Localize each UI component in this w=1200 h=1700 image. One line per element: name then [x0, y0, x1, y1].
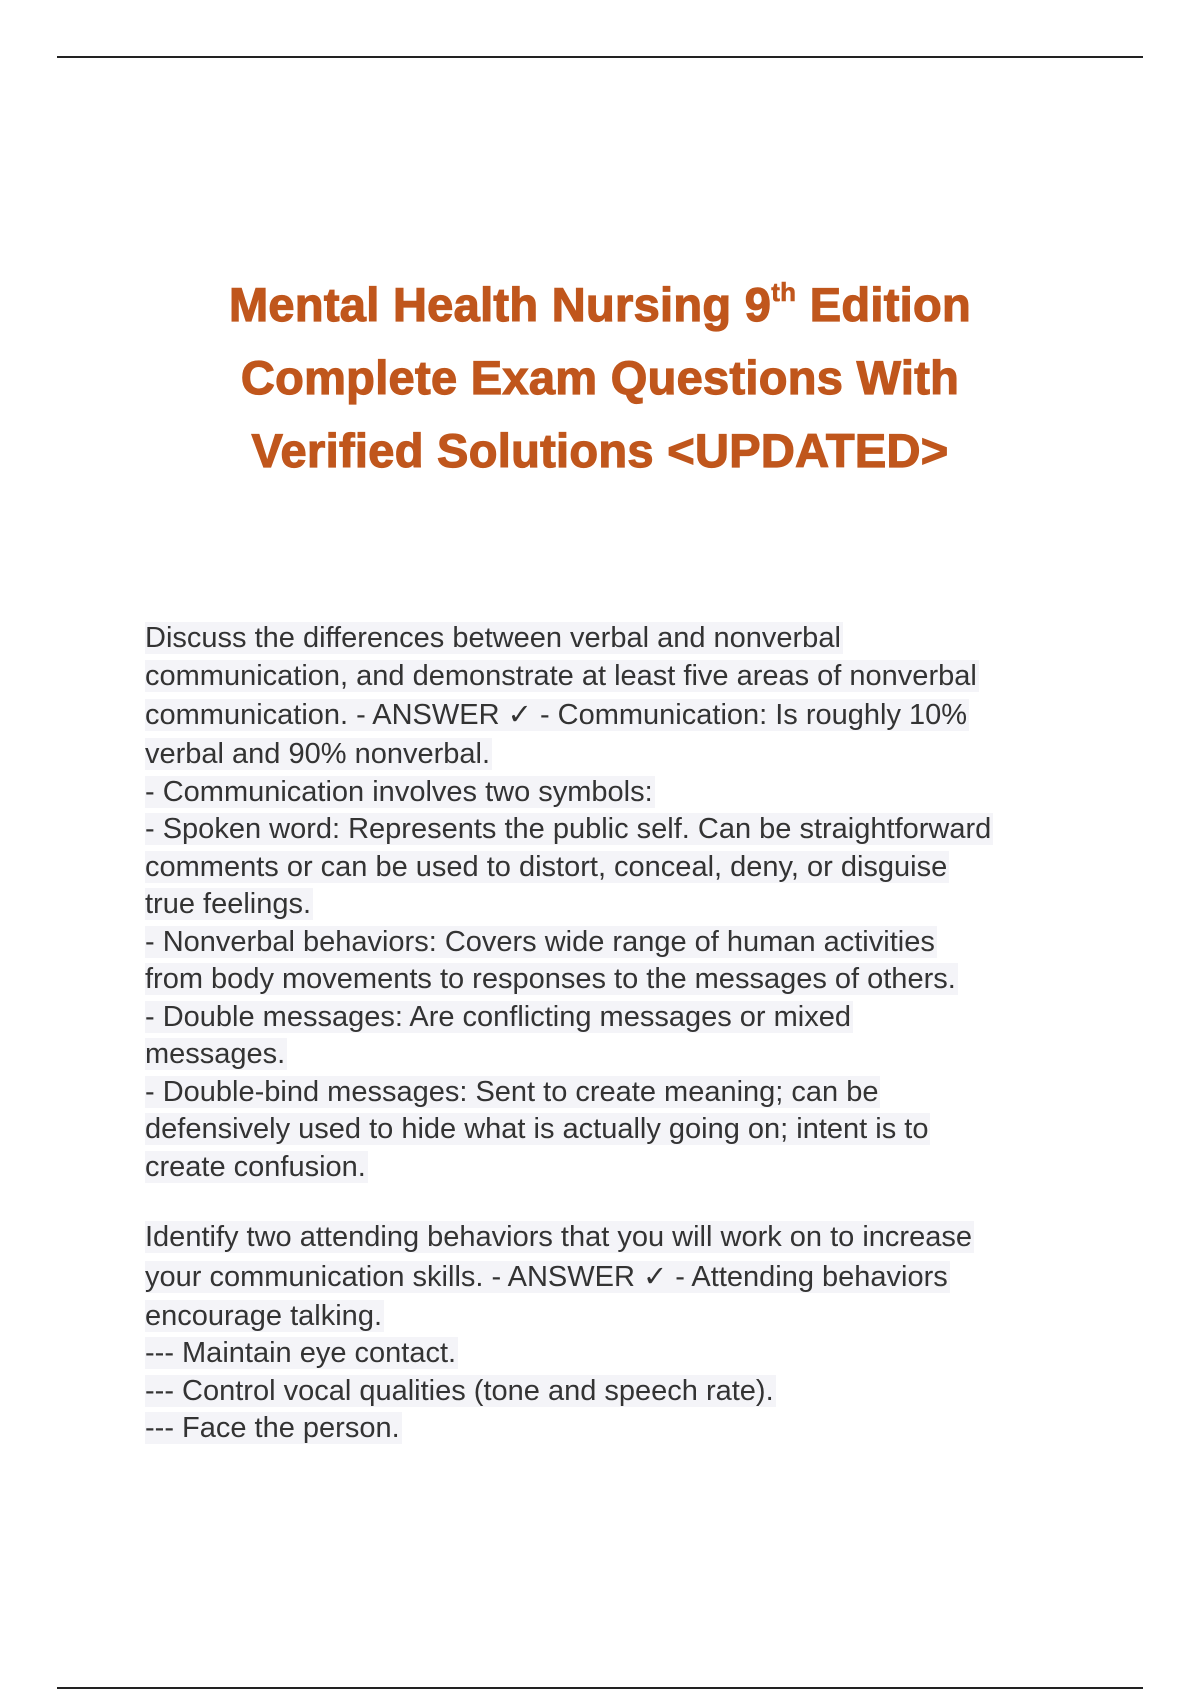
qa-line: - Spoken word: Represents the public self. Can be straightforward	[145, 813, 992, 845]
title-superscript: th	[771, 277, 797, 307]
header-rule	[57, 56, 1143, 58]
qa-line: Identify two attending behaviors that you will work on to increase	[145, 1221, 972, 1253]
qa-line: - Double messages: Are conflicting messages or mixed	[145, 1000, 851, 1033]
qa-line: Discuss the differences between verbal and nonverbal	[145, 622, 841, 654]
qa-line: comments or can be used to distort, conceal, deny, or disguise	[145, 850, 948, 883]
qa-line: - Double-bind messages: Sent to create meaning; can be	[145, 1075, 879, 1108]
qa-line: communication. - ANSWER ✓ - Communication: Is roughly 10%	[145, 699, 968, 731]
title-line-3: Verified Solutions <UPDATED>	[251, 424, 949, 477]
qa-item-2	[145, 1219, 1105, 1448]
qa-line: --- Maintain eye contact.	[145, 1337, 457, 1369]
qa-line: - Nonverbal behaviors: Covers wide range of human activities	[145, 925, 935, 958]
title-line-2: Complete Exam Questions With	[240, 351, 960, 404]
qa-line: from body movements to responses to the messages of others.	[145, 963, 956, 995]
qa-line: --- Control vocal qualities (tone and speech rate).	[145, 1374, 774, 1407]
qa-line: true feelings.	[145, 888, 312, 920]
qa-line: communication, and demonstrate at least five areas of nonverbal	[145, 659, 977, 692]
qa-line: defensively used to hide what is actually going on; intent is to	[145, 1113, 929, 1145]
qa-line: - Communication involves two symbols:	[145, 775, 653, 808]
qa-line: verbal and 90% nonverbal.	[145, 738, 491, 770]
title-line-1: Mental Health Nursing 9th Edition	[228, 277, 972, 331]
qa-line: encourage talking.	[145, 1299, 382, 1332]
qa-item-1	[145, 620, 1105, 1186]
qa-line: messages.	[145, 1038, 286, 1070]
footer-rule	[57, 1687, 1143, 1689]
document-title	[100, 268, 1100, 487]
qa-line: --- Face the person.	[145, 1412, 400, 1444]
qa-line: your communication skills. - ANSWER ✓ - Attending behaviors	[145, 1260, 948, 1293]
qa-line: create confusion.	[145, 1150, 366, 1183]
